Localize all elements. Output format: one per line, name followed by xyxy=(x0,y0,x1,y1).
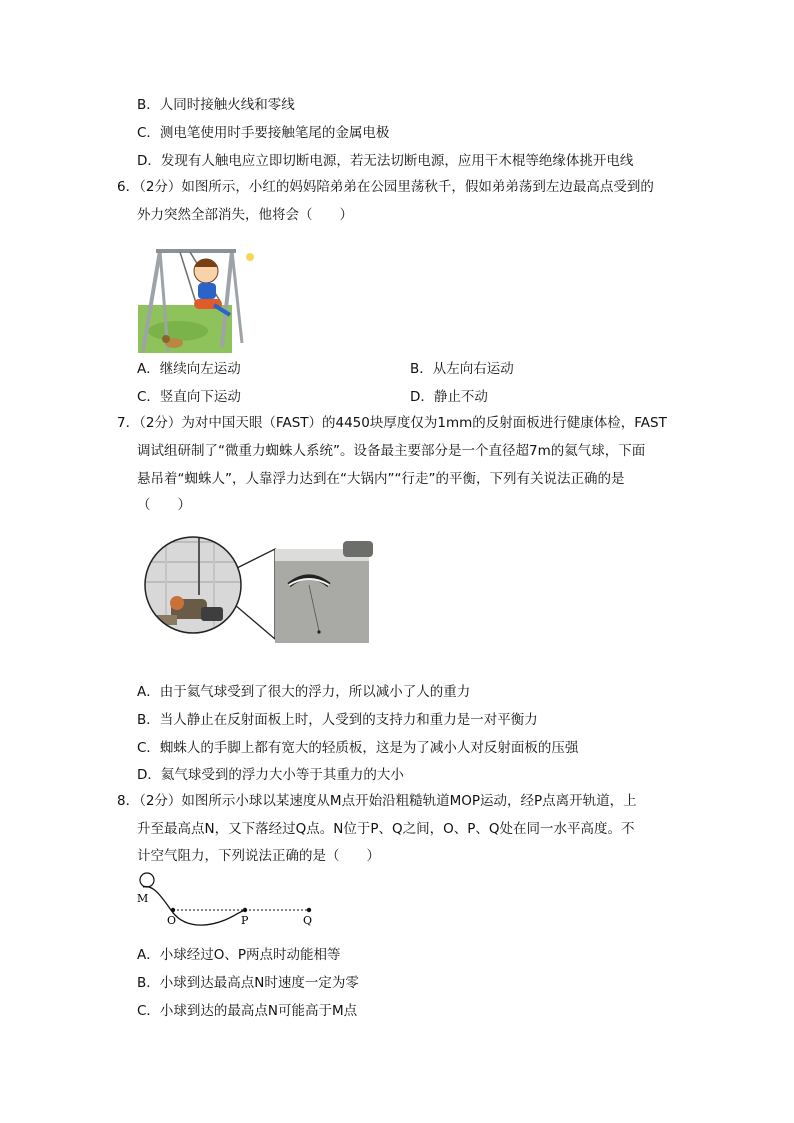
q6-stem-line1: 6．（2分）如图所示，小红的妈妈陪弟弟在公园里荡秋千，假如弟弟荡到左边最高点受到的 xyxy=(117,179,654,195)
butterfly-icon xyxy=(246,253,254,261)
q8-option-c: C．小球到达的最高点N可能高于M点 xyxy=(137,1003,358,1019)
label-q: Q xyxy=(303,914,313,927)
track-mop xyxy=(143,887,245,926)
q8-stem-line1: 8．（2分）如图所示小球以某速度从M点开始沿粗糙轨道MOP运动，经P点离开轨道，上 xyxy=(117,793,637,809)
q5-option-d: D．发现有人触电应立即切断电源，若无法切断电源，应用干木棍等绝缘体挑开电线 xyxy=(137,153,634,169)
ball xyxy=(140,873,154,887)
dish-surface-photo xyxy=(275,549,369,643)
q5-option-b: B．人同时接触火线和零线 xyxy=(137,97,295,113)
q8-option-b: B．小球到达最高点N时速度一定为零 xyxy=(137,975,359,991)
label-o: O xyxy=(167,914,177,927)
swing-illustration xyxy=(138,243,256,353)
q7-option-b: B．当人静止在反射面板上时，人受到的支持力和重力是一对平衡力 xyxy=(137,712,538,728)
q8-stem-line2: 升至最高点N，又下落经过Q点。N位于P、Q之间，O、P、Q处在同一水平高度。不 xyxy=(137,821,635,837)
q7-stem-line3: 悬吊着“蜘蛛人”，人靠浮力达到在“大锅内”“行走”的平衡，下列有关说法正确的是 xyxy=(137,471,625,487)
boy-body xyxy=(198,283,216,299)
q5-option-c: C．测电笔使用时手要接触笔尾的金属电极 xyxy=(137,125,390,141)
q7-option-c: C．蜘蛛人的手脚上都有宽大的轻质板，这是为了减小人对反射面板的压强 xyxy=(137,740,579,756)
q6-option-d: D．静止不动 xyxy=(410,389,488,405)
q8-option-a: A．小球经过O、P两点时动能相等 xyxy=(137,947,341,963)
label-m: M xyxy=(137,892,149,905)
point-p xyxy=(243,908,247,912)
q7-option-d: D．氦气球受到的浮力大小等于其重力的大小 xyxy=(137,767,404,783)
q8-stem-line3: 计空气阻力，下列说法正确的是（ ） xyxy=(137,848,380,864)
callout-pointer xyxy=(235,549,275,639)
q6-option-c: C．竖直向下运动 xyxy=(137,389,241,405)
swing-chain xyxy=(180,252,196,303)
q7-stem-line2: 调试组研制了“微重力蜘蛛人系统”。设备最主要部分是一个直径超7m的氦气球，下面 xyxy=(137,443,646,459)
q6-stem-line2: 外力突然全部消失，他将会（ ） xyxy=(137,207,353,223)
q6-option-b: B．从左向右运动 xyxy=(410,361,514,377)
worker-helmet xyxy=(170,596,184,610)
q6-option-a: A．继续向左运动 xyxy=(137,361,241,377)
point-q xyxy=(307,908,311,912)
label-p: P xyxy=(241,914,249,927)
q7-stem-line4: （ ） xyxy=(137,497,191,513)
point-o xyxy=(171,908,175,912)
q7-stem-line1: 7．（2分）为对中国天眼（FAST）的4450块厚度仅为1mm的反射面板进行健康体检，FAST xyxy=(117,415,667,431)
fast-spiderman-photo xyxy=(143,527,375,649)
q7-option-a: A．由于氦气球受到了很大的浮力，所以减小了人的重力 xyxy=(137,684,471,700)
track-diagram xyxy=(135,870,335,930)
